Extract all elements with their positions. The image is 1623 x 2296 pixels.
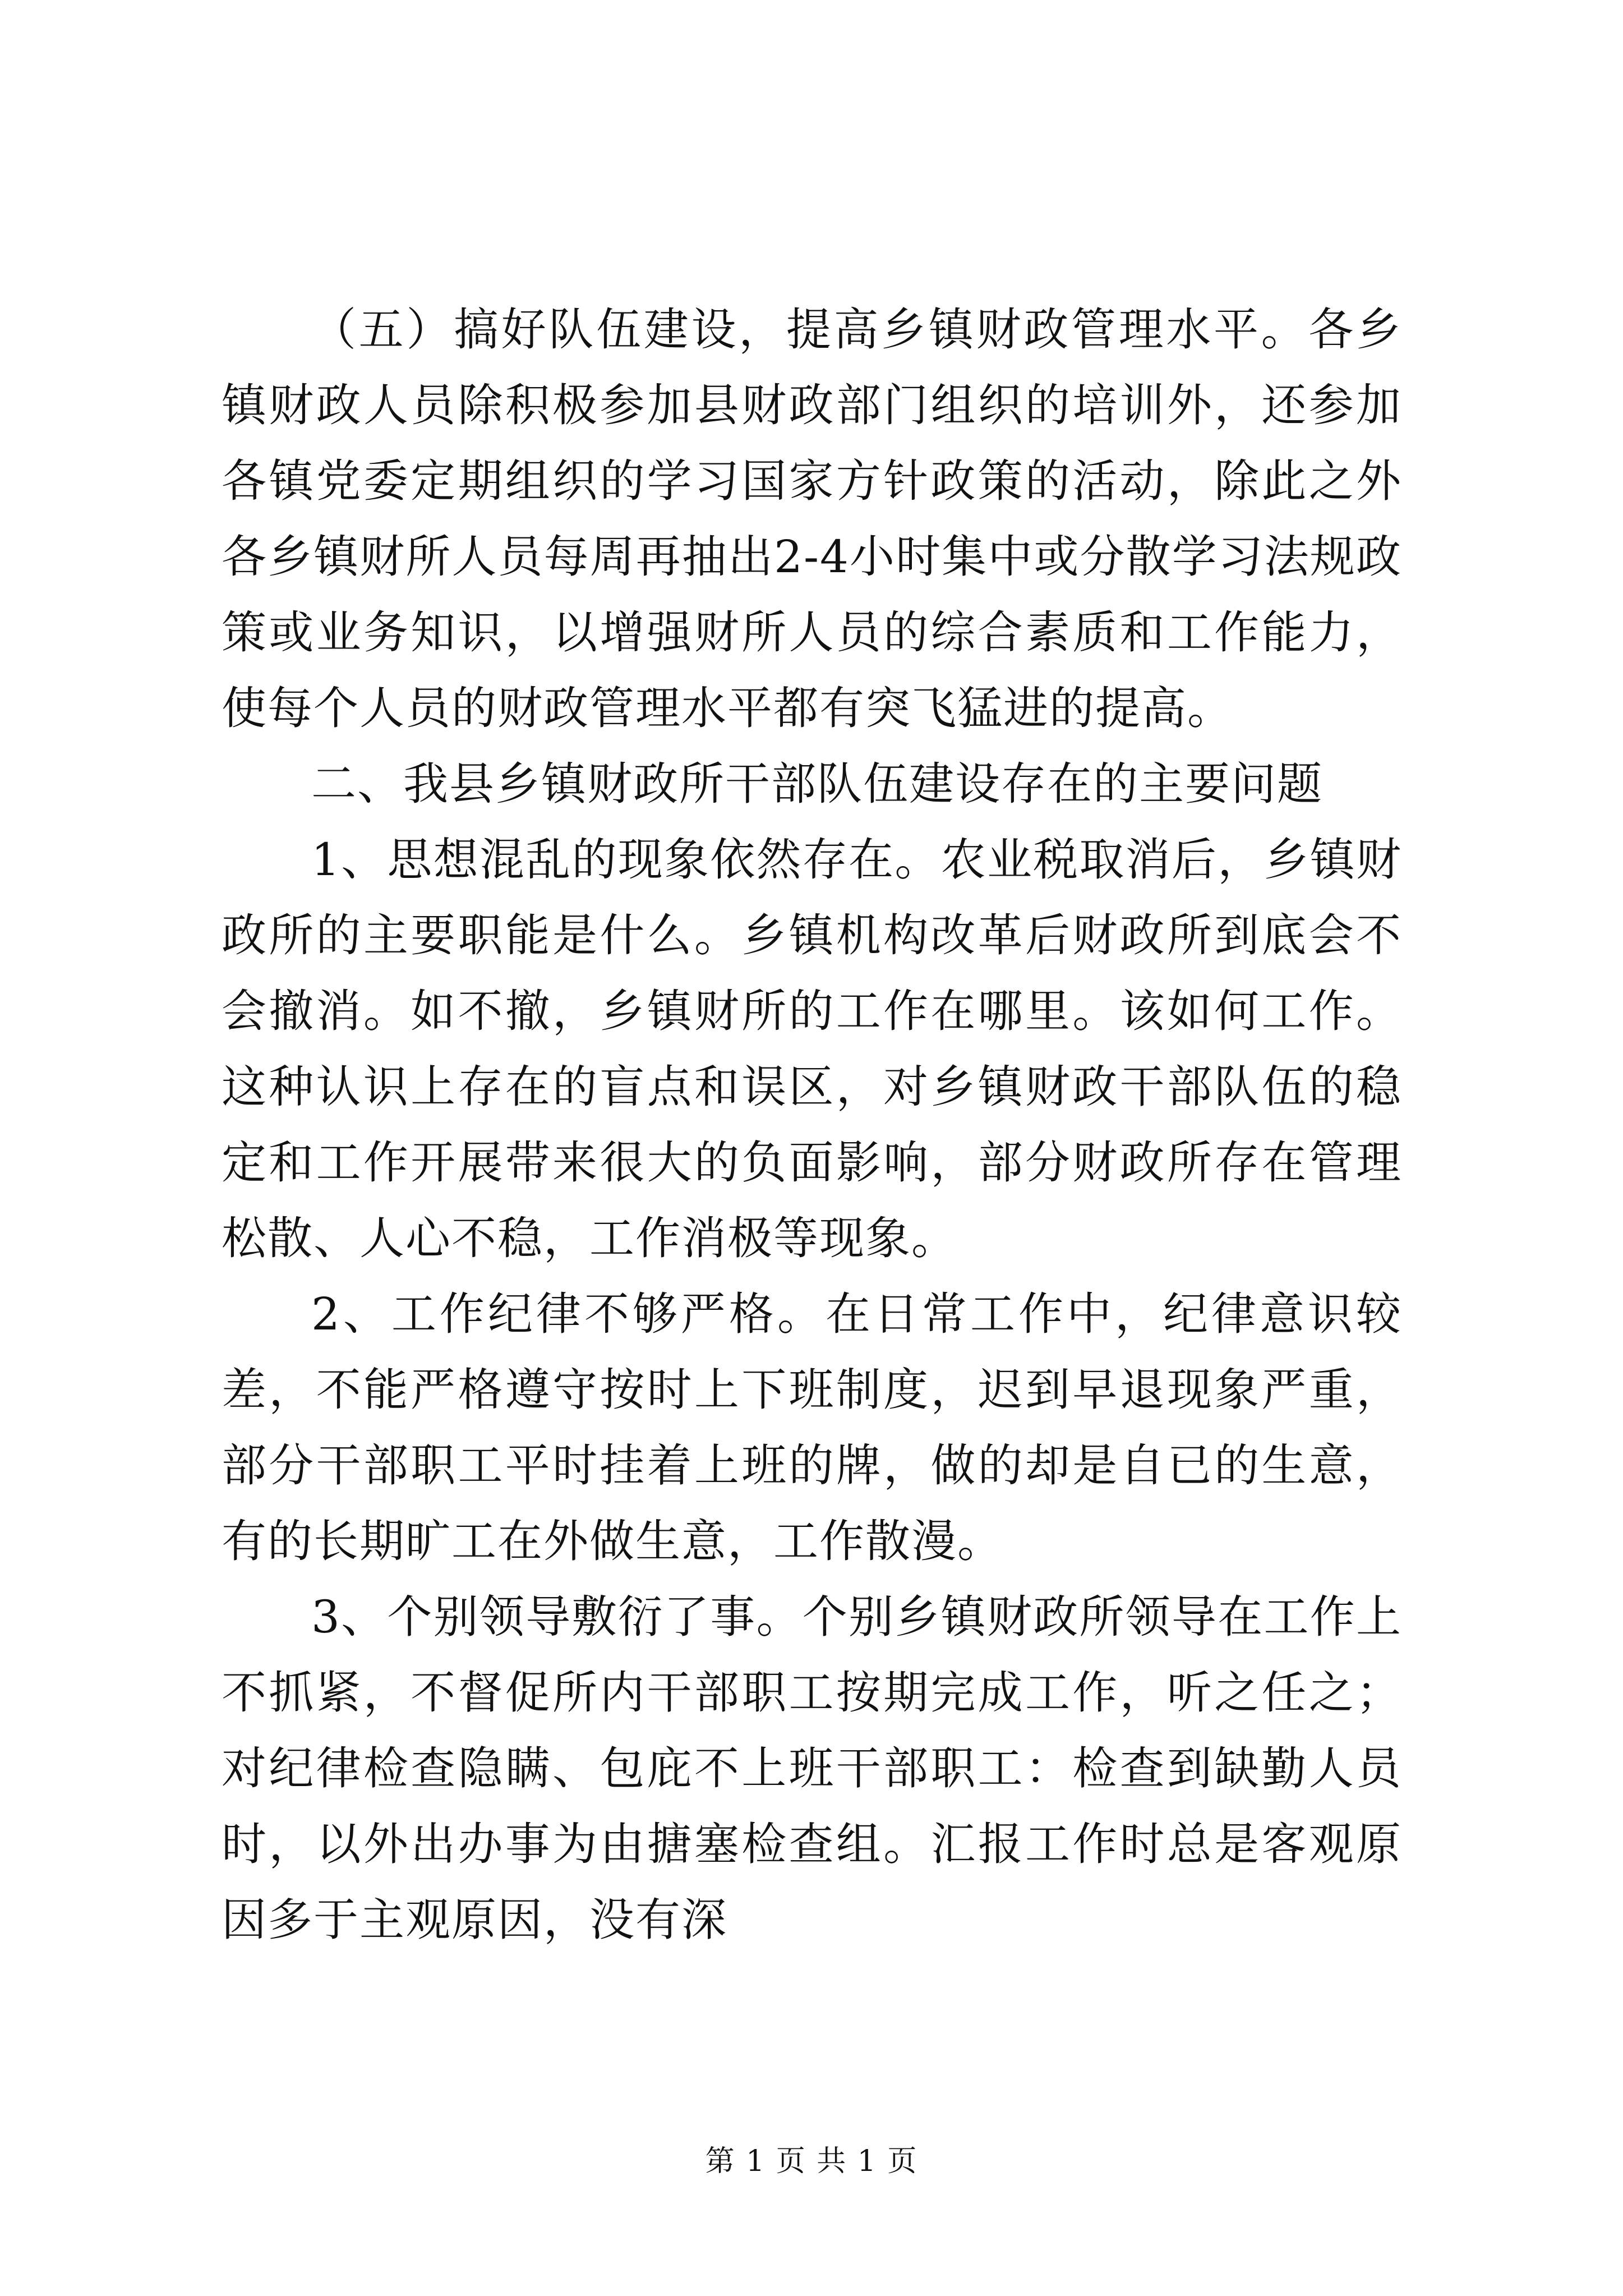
document-body: [222, 292, 1402, 1958]
section-heading-problems: 二、我县乡镇财政所干部队伍建设存在的主要问题: [311, 758, 1323, 810]
paragraph-problem-1: 1、思想混乱的现象依然存在。农业税取消后，乡镇财政所的主要职能是什么。乡镇机构改革后财政所到底会不会撤消。如不撤，乡镇财所的工作在哪里。该如何工作。这种认识上存在的盲点和误区，对乡镇财政干部队伍的稳定和工作开展带来很大的负面影响，部分财政所存在管理松散、人心不稳，工作消极等现象。: [222, 834, 1402, 1264]
page-footer: 第 1 页 共 1 页: [705, 2145, 918, 2178]
paragraph-problem-3: 3、个别领导敷衍了事。个别乡镇财政所领导在工作上不抓紧，不督促所内干部职工按期完成工作，听之任之；对纪律检查隐瞒、包庇不上班干部职工：检查到缺勤人员时，以外出办事为由搪塞检查组。汇报工作时总是客观原因多于主观原因，没有深: [222, 1591, 1402, 1946]
paragraph-section-five: （五）搞好队伍建设，提高乡镇财政管理水平。各乡镇财政人员除积极参加县财政部门组织的培训外，还参加各镇党委定期组织的学习国家方针政策的活动，除此之外各乡镇财所人员每周再抽出2-4小时集中或分散学习法规政策或业务知识，以增强财所人员的综合素质和工作能力，使每个人员的财政管理水平都有突飞猛进的提高。: [222, 303, 1402, 734]
paragraph-problem-2: 2、工作纪律不够严格。在日常工作中，纪律意识较差，不能严格遵守按时上下班制度，迟到早退现象严重，部分干部职工平时挂着上班的牌，做的却是自已的生意，有的长期旷工在外做生意，工作散漫。: [222, 1288, 1402, 1567]
